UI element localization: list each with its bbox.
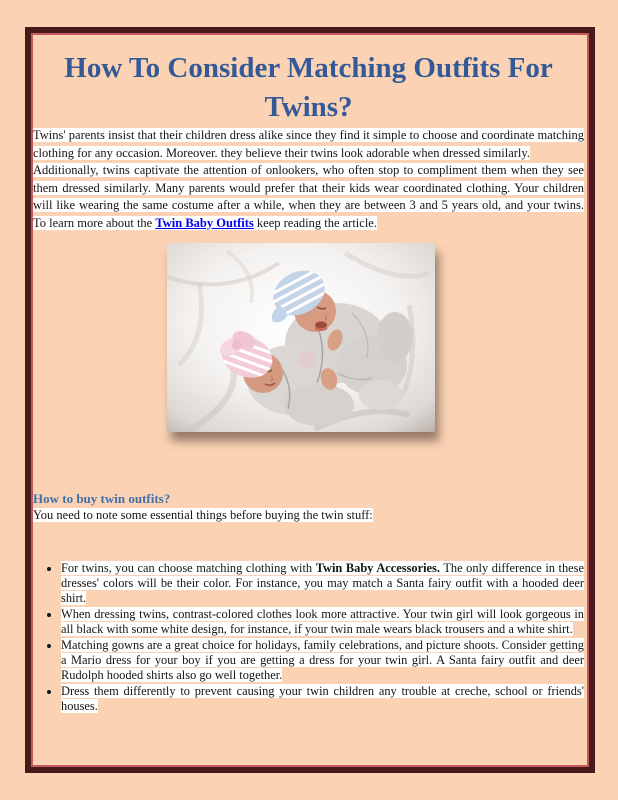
list-item-bold: Twin Baby Accessories. (315, 560, 440, 575)
page-border (25, 27, 595, 773)
twin-baby-outfits-link[interactable]: Twin Baby Outfits (155, 215, 254, 230)
section-intro (33, 507, 584, 525)
tips-list (33, 561, 584, 715)
twins-photo-illustration (167, 243, 435, 432)
twins-photo (167, 243, 435, 432)
paragraph-onlookers-text-before: Additionally, twins captivate the attention of onlookers, who often stop to compliment them when they see them dressed similarly. Many parents would prefer that their kids wear coordinated clothing. Your children will like wearing the same costume after a while, when they are between 3 and 5 years old, and your twins. To learn more about the (33, 163, 584, 230)
list-item-text: When dressing twins, contrast-colored clothes look more attractive. Your twin girl will look gorgeous in all black with some white design, for instance, if your twin male wears black trousers and a white shirt. (61, 606, 584, 637)
list-item-text: Matching gowns are a great choice for holidays, family celebrations, and picture shoots. Consider getting a Mario dress for your boy if you are getting a dress for your twin girl. A Santa fairy outfit and deer Rudolph hooded shirts also go well together. (61, 637, 584, 683)
page-title: How To Consider Matching Outfits For Twins? (64, 52, 553, 123)
list-item-text: For twins, you can choose matching clothing with (61, 560, 316, 575)
list-item (61, 638, 584, 684)
paragraph-intro (33, 127, 584, 162)
list-item (61, 607, 584, 638)
list-item (61, 561, 584, 607)
paragraph-onlookers (33, 162, 584, 232)
section-intro-text: You need to note some essential things before buying the twin stuff: (33, 508, 373, 522)
page-content (31, 49, 589, 715)
list-item-text: Dress them differently to prevent causing your twin children any trouble at creche, school or friends' houses. (61, 683, 584, 714)
paragraph-intro-text: Twins' parents insist that their children dress alike since they find it simple to choose and coordinate matching clothing for any occasion. Moreover. they believe their twins look adorable when dressed similarly. (33, 128, 584, 160)
section-heading: How to buy twin outfits? (33, 491, 171, 506)
list-item-text: The only difference in these dresses' colors will be their color. For instance, you may match a Santa fairy outfit with a hooded deer shirt. (61, 560, 585, 606)
paragraph-onlookers-text-after: keep reading the article. (253, 215, 377, 230)
list-item (61, 684, 584, 715)
